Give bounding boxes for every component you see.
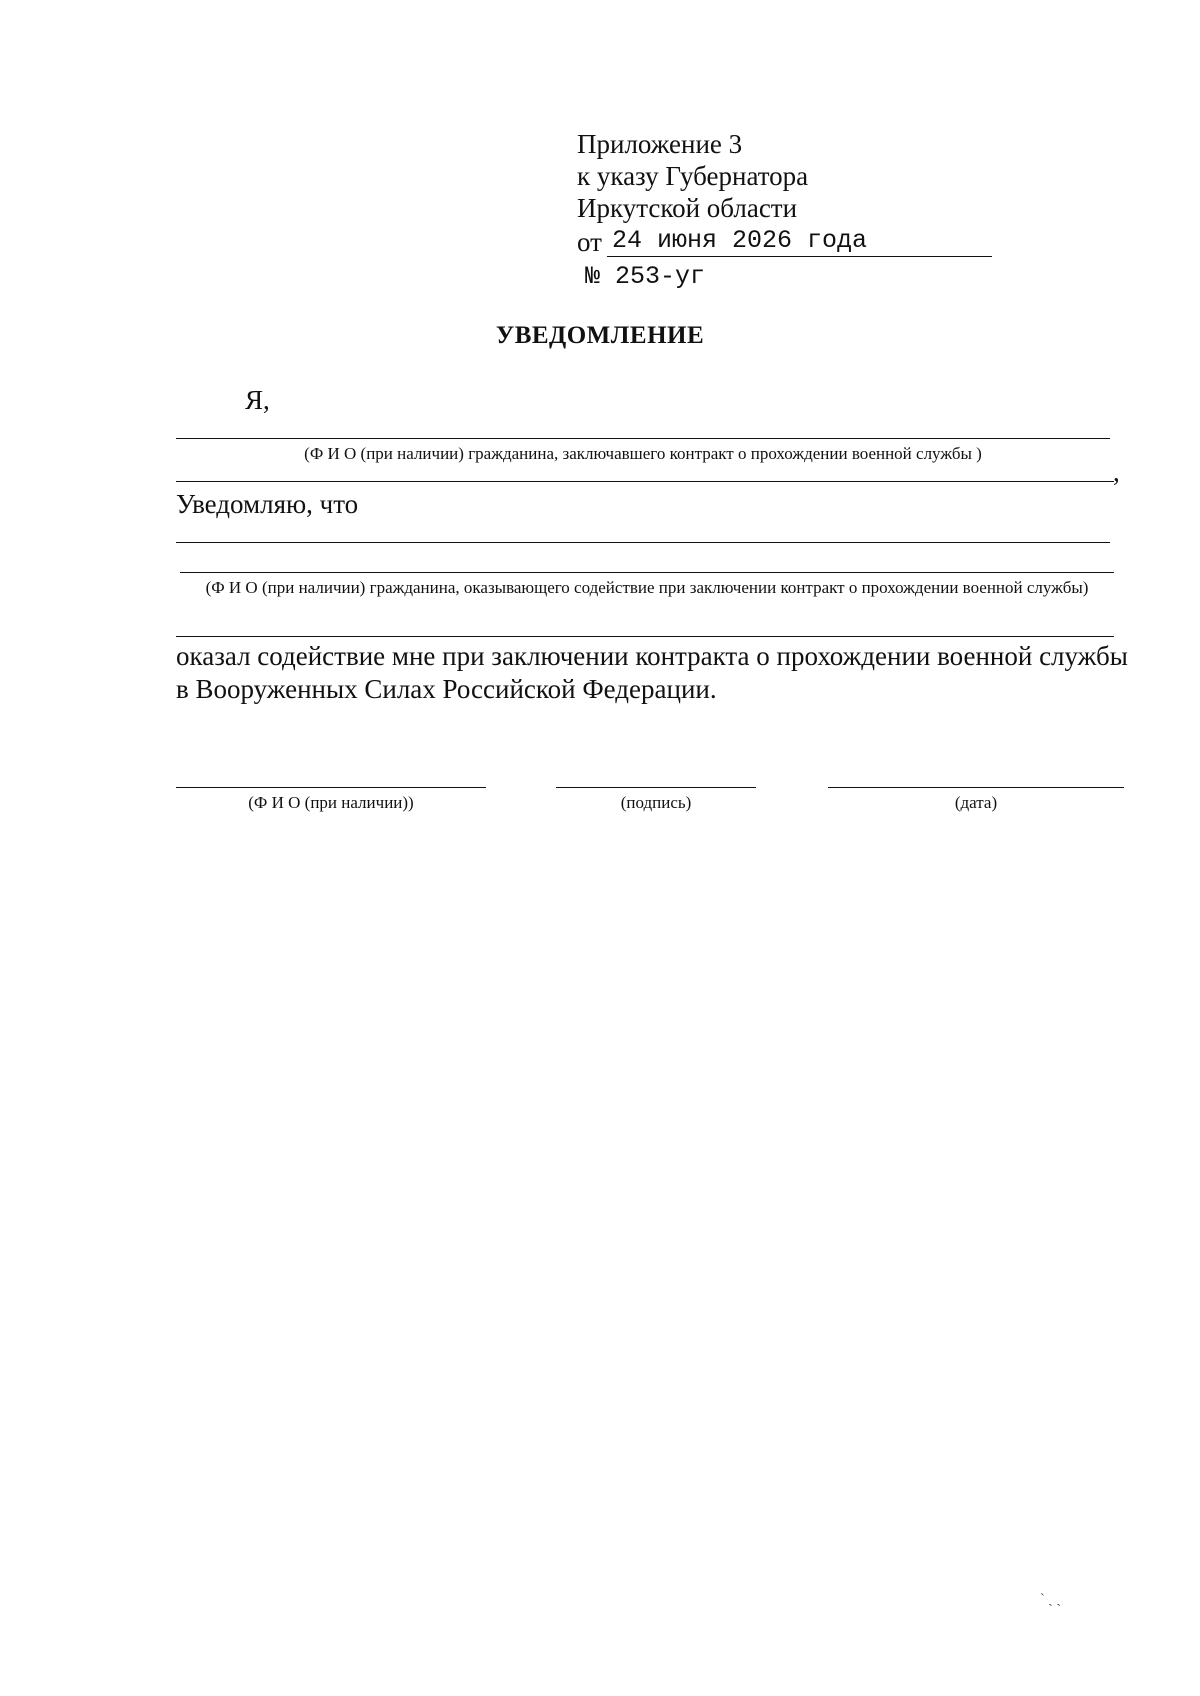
body-line-1: оказал содействие мне при заключении контракта о прохождении военной службы bbox=[176, 641, 1128, 671]
caption-contractor: (Ф И О (при наличии) гражданина, заключавшего контракт о прохождении военной службы ) bbox=[304, 444, 982, 463]
caption-sign: (подпись) bbox=[620, 793, 692, 812]
body-line-2: в Вооруженных Силах Российской Федерации. bbox=[176, 674, 717, 704]
helper-line-3 bbox=[176, 636, 1114, 637]
caption-date: (дата) bbox=[954, 793, 998, 812]
appendix-line-2: к указу Губернатора bbox=[577, 161, 809, 191]
fio-contractor-line bbox=[176, 438, 1110, 439]
appendix-number-value: № 253-уг bbox=[585, 262, 706, 291]
helper-line-1 bbox=[176, 542, 1110, 543]
signature-date-line bbox=[828, 787, 1124, 788]
notify-label: Уведомляю, что bbox=[176, 489, 359, 519]
appendix-date-prefix: от bbox=[577, 227, 602, 257]
appendix-date-value: 24 июня 2026 года bbox=[612, 226, 868, 255]
caption-fio: (Ф И О (при наличии)) bbox=[248, 793, 414, 812]
contractor-second-line bbox=[176, 481, 1114, 482]
appendix-line-3: Иркутской области bbox=[577, 193, 798, 223]
signature-fio-line bbox=[176, 787, 486, 788]
document-title: УВЕДОМЛЕНИЕ bbox=[495, 322, 705, 349]
ya-label: Я, bbox=[245, 385, 270, 415]
helper-line-2 bbox=[180, 572, 1114, 573]
comma-mark: , bbox=[1113, 457, 1120, 487]
signature-sign-line bbox=[556, 787, 756, 788]
appendix-line-1: Приложение 3 bbox=[577, 129, 743, 159]
date-underline bbox=[607, 256, 992, 257]
scan-specks: ` ˎ ˎ bbox=[1040, 1592, 1061, 1607]
caption-helper: (Ф И О (при наличии) гражданина, оказывающего содействие при заключении контракт о прохождении военной службы) bbox=[205, 578, 1089, 597]
